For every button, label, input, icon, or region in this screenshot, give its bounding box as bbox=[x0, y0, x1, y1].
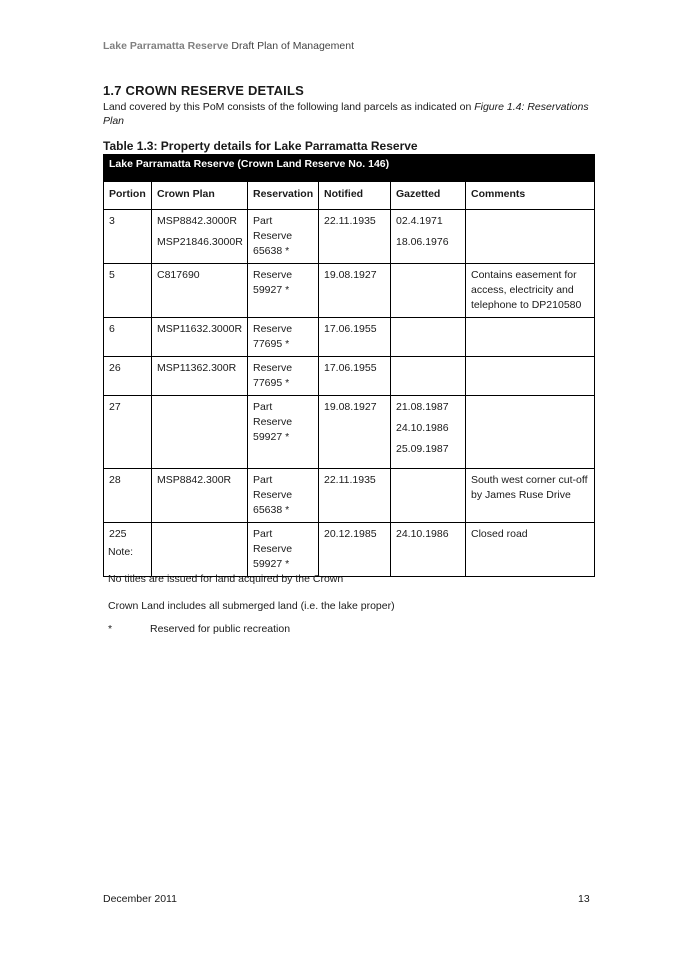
cell-portion: 5 bbox=[104, 264, 152, 318]
cell-notified: 19.08.1927 bbox=[319, 264, 391, 318]
header-title-rest: Draft Plan of Management bbox=[228, 40, 354, 52]
cell-comments: South west corner cut-off by James Ruse Drive bbox=[466, 469, 595, 523]
section-heading: 1.7 CROWN RESERVE DETAILS bbox=[103, 83, 304, 98]
column-header-crown-plan: Crown Plan bbox=[152, 182, 248, 210]
cell-notified: 22.11.1935 bbox=[319, 469, 391, 523]
gazetted-entry: 25.09.1987 bbox=[396, 443, 449, 455]
cell-crown-plan: MSP11632.3000R bbox=[152, 318, 248, 357]
footer-date: December 2011 bbox=[103, 893, 177, 905]
cell-notified: 20.12.1985 bbox=[319, 523, 391, 577]
cell-portion: 225 bbox=[104, 523, 152, 577]
cell-notified: 17.06.1955 bbox=[319, 318, 391, 357]
table-row bbox=[104, 318, 595, 357]
cell-portion: 26 bbox=[104, 357, 152, 396]
cell-portion: 27 bbox=[104, 396, 152, 469]
cell-reservation: Part Reserve 59927 * bbox=[248, 396, 319, 469]
intro-text: Land covered by this PoM consists of the following land parcels as indicated on bbox=[103, 101, 475, 113]
table-row bbox=[104, 264, 595, 318]
crown-plan-entry: MSP8842.3000R bbox=[157, 215, 237, 227]
gazetted-entry: 02.4.1971 bbox=[396, 215, 443, 227]
table-column-headers bbox=[104, 182, 595, 210]
document-header bbox=[103, 40, 354, 52]
cell-comments bbox=[466, 357, 595, 396]
cell-portion: 6 bbox=[104, 318, 152, 357]
footnote-symbol: * bbox=[108, 623, 113, 635]
intro-figure-reference: Figure 1.4: Reservations Plan bbox=[103, 101, 589, 127]
column-header-reservation: Reservation bbox=[248, 182, 319, 210]
crown-plan-entry: MSP21846.3000R bbox=[157, 236, 243, 248]
cell-reservation: Reserve 59927 * bbox=[248, 264, 319, 318]
table-title: Lake Parramatta Reserve (Crown Land Reserve No. 146) bbox=[104, 155, 595, 182]
cell-crown-plan: MSP11362.300R bbox=[152, 357, 248, 396]
cell-reservation: Part Reserve 65638 * bbox=[248, 469, 319, 523]
cell-crown-plan: MSP8842.300R bbox=[152, 469, 248, 523]
cell-reservation: Reserve 77695 * bbox=[248, 318, 319, 357]
column-header-comments: Comments bbox=[466, 182, 595, 210]
note-item: Crown Land includes all submerged land (i.e. the lake proper) bbox=[108, 600, 395, 612]
cell-crown-plan bbox=[152, 396, 248, 469]
cell-crown-plan: C817690 bbox=[152, 264, 248, 318]
cell-reservation: Reserve 77695 * bbox=[248, 357, 319, 396]
table-row bbox=[104, 357, 595, 396]
cell-portion: 28 bbox=[104, 469, 152, 523]
cell-notified: 22.11.1935 bbox=[319, 210, 391, 264]
table-row bbox=[104, 210, 595, 264]
property-details-table bbox=[103, 154, 595, 577]
cell-comments: Contains easement for access, electricity and telephone to DP210580 bbox=[466, 264, 595, 318]
gazetted-entry: 18.06.1976 bbox=[396, 236, 449, 248]
column-header-portion: Portion bbox=[104, 182, 152, 210]
table-row bbox=[104, 469, 595, 523]
gazetted-entry: 21.08.1987 bbox=[396, 401, 449, 413]
gazetted-entry: 24.10.1986 bbox=[396, 422, 449, 434]
cell-comments: Closed road bbox=[466, 523, 595, 577]
cell-gazetted bbox=[391, 357, 466, 396]
table-notes bbox=[108, 545, 395, 626]
cell-notified: 17.06.1955 bbox=[319, 357, 391, 396]
cell-notified: 19.08.1927 bbox=[319, 396, 391, 469]
cell-gazetted bbox=[391, 210, 466, 264]
footnote bbox=[108, 623, 290, 635]
cell-comments bbox=[466, 210, 595, 264]
cell-gazetted bbox=[391, 396, 466, 469]
table-row bbox=[104, 396, 595, 469]
note-item: No titles are issued for land acquired by the Crown bbox=[108, 573, 344, 585]
cell-reservation: Part Reserve 65638 * bbox=[248, 210, 319, 264]
cell-gazetted bbox=[391, 264, 466, 318]
table-caption: Table 1.3: Property details for Lake Parramatta Reserve bbox=[103, 139, 418, 153]
cell-gazetted: 24.10.1986 bbox=[391, 523, 466, 577]
cell-reservation: Part Reserve 59927 * bbox=[248, 523, 319, 577]
footnote-text: Reserved for public recreation bbox=[150, 623, 291, 635]
page-number: 13 bbox=[578, 893, 590, 905]
cell-comments bbox=[466, 318, 595, 357]
column-header-gazetted: Gazetted bbox=[391, 182, 466, 210]
cell-gazetted bbox=[391, 469, 466, 523]
cell-comments bbox=[466, 396, 595, 469]
cell-gazetted bbox=[391, 318, 466, 357]
note-label: Note: bbox=[108, 546, 134, 558]
header-title-bold: Lake Parramatta Reserve bbox=[103, 40, 229, 52]
cell-crown-plan bbox=[152, 210, 248, 264]
section-intro bbox=[103, 100, 593, 128]
column-header-notified: Notified bbox=[319, 182, 391, 210]
cell-portion: 3 bbox=[104, 210, 152, 264]
